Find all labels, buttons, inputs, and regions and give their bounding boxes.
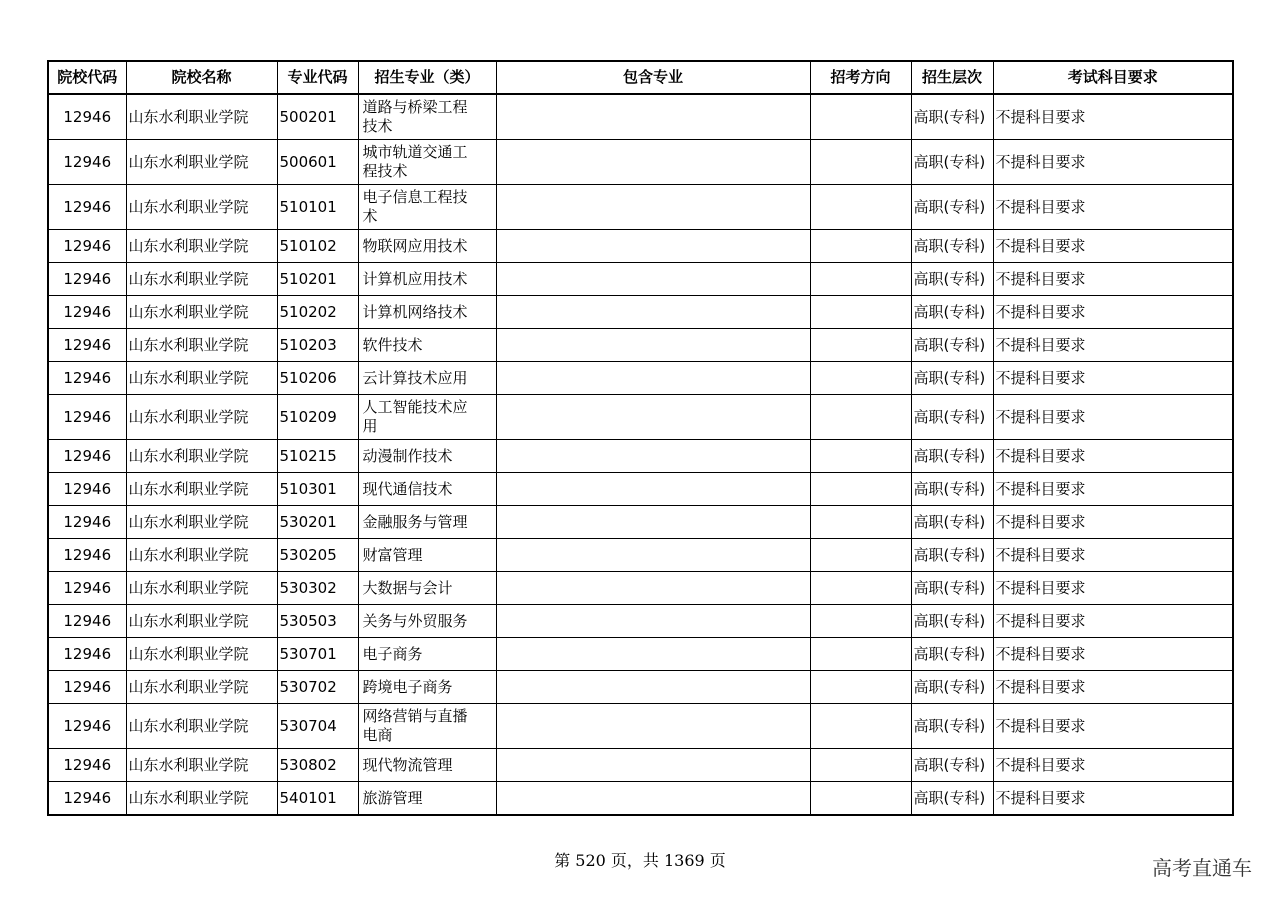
major-cell: 现代通信技术: [358, 473, 496, 506]
subject-req-cell: 不提科目要求: [993, 440, 1233, 473]
includes-cell: [496, 140, 810, 185]
school-code-cell: 12946: [48, 782, 126, 816]
table-row: [48, 506, 1233, 539]
includes-cell: [496, 230, 810, 263]
major-code-cell: 510102: [277, 230, 358, 263]
table-row: [48, 749, 1233, 782]
school-name-cell: 山东水利职业学院: [126, 749, 277, 782]
includes-cell: [496, 329, 810, 362]
school-name-cell: 山东水利职业学院: [126, 185, 277, 230]
level-cell: 高职(专科): [911, 362, 993, 395]
includes-cell: [496, 782, 810, 816]
includes-cell: [496, 704, 810, 749]
level-cell: 高职(专科): [911, 94, 993, 140]
school-name-cell: 山东水利职业学院: [126, 362, 277, 395]
table-row: [48, 185, 1233, 230]
subject-req-cell: 不提科目要求: [993, 704, 1233, 749]
level-cell: 高职(专科): [911, 329, 993, 362]
major-code-cell: 530704: [277, 704, 358, 749]
direction-cell: [810, 440, 911, 473]
table-row: [48, 329, 1233, 362]
direction-cell: [810, 263, 911, 296]
school-name-cell: 山东水利职业学院: [126, 329, 277, 362]
major-code-cell: 510202: [277, 296, 358, 329]
includes-cell: [496, 572, 810, 605]
table-row: [48, 296, 1233, 329]
includes-cell: [496, 296, 810, 329]
header-school-code: 院校代码: [48, 61, 126, 94]
direction-cell: [810, 94, 911, 140]
school-code-cell: 12946: [48, 638, 126, 671]
subject-req-cell: 不提科目要求: [993, 638, 1233, 671]
major-cell: 云计算技术应用: [358, 362, 496, 395]
major-code-cell: 500201: [277, 94, 358, 140]
page-number: 第 520 页，共 1369 页: [554, 851, 726, 870]
school-name-cell: 山东水利职业学院: [126, 440, 277, 473]
direction-cell: [810, 749, 911, 782]
level-cell: 高职(专科): [911, 230, 993, 263]
subject-req-cell: 不提科目要求: [993, 605, 1233, 638]
level-cell: 高职(专科): [911, 704, 993, 749]
major-cell: 电子信息工程技术: [358, 185, 496, 230]
school-code-cell: 12946: [48, 440, 126, 473]
table-row: [48, 671, 1233, 704]
table-row: [48, 94, 1233, 140]
includes-cell: [496, 473, 810, 506]
direction-cell: [810, 329, 911, 362]
level-cell: 高职(专科): [911, 296, 993, 329]
major-cell: 电子商务: [358, 638, 496, 671]
direction-cell: [810, 782, 911, 816]
subject-req-cell: 不提科目要求: [993, 671, 1233, 704]
includes-cell: [496, 539, 810, 572]
table-row: [48, 638, 1233, 671]
major-code-cell: 530302: [277, 572, 358, 605]
school-code-cell: 12946: [48, 329, 126, 362]
major-cell: 大数据与会计: [358, 572, 496, 605]
school-name-cell: 山东水利职业学院: [126, 605, 277, 638]
school-code-cell: 12946: [48, 362, 126, 395]
major-cell: 计算机网络技术: [358, 296, 496, 329]
school-name-cell: 山东水利职业学院: [126, 140, 277, 185]
direction-cell: [810, 362, 911, 395]
major-cell: 关务与外贸服务: [358, 605, 496, 638]
major-cell: 现代物流管理: [358, 749, 496, 782]
direction-cell: [810, 296, 911, 329]
table-row: [48, 395, 1233, 440]
major-code-cell: 530701: [277, 638, 358, 671]
school-code-cell: 12946: [48, 395, 126, 440]
school-code-cell: 12946: [48, 230, 126, 263]
table-row: [48, 362, 1233, 395]
includes-cell: [496, 440, 810, 473]
includes-cell: [496, 395, 810, 440]
major-code-cell: 540101: [277, 782, 358, 816]
major-cell: 跨境电子商务: [358, 671, 496, 704]
level-cell: 高职(专科): [911, 572, 993, 605]
school-name-cell: 山东水利职业学院: [126, 539, 277, 572]
school-code-cell: 12946: [48, 296, 126, 329]
includes-cell: [496, 263, 810, 296]
major-code-cell: 530702: [277, 671, 358, 704]
level-cell: 高职(专科): [911, 473, 993, 506]
includes-cell: [496, 185, 810, 230]
level-cell: 高职(专科): [911, 638, 993, 671]
school-code-cell: 12946: [48, 704, 126, 749]
subject-req-cell: 不提科目要求: [993, 782, 1233, 816]
direction-cell: [810, 671, 911, 704]
level-cell: 高职(专科): [911, 605, 993, 638]
school-code-cell: 12946: [48, 473, 126, 506]
subject-req-cell: 不提科目要求: [993, 296, 1233, 329]
admission-table: [47, 60, 1234, 816]
major-code-cell: 530201: [277, 506, 358, 539]
school-name-cell: 山东水利职业学院: [126, 572, 277, 605]
school-name-cell: 山东水利职业学院: [126, 230, 277, 263]
school-name-cell: 山东水利职业学院: [126, 263, 277, 296]
level-cell: 高职(专科): [911, 671, 993, 704]
direction-cell: [810, 185, 911, 230]
direction-cell: [810, 704, 911, 749]
direction-cell: [810, 395, 911, 440]
level-cell: 高职(专科): [911, 749, 993, 782]
major-cell: 网络营销与直播电商: [358, 704, 496, 749]
school-code-cell: 12946: [48, 506, 126, 539]
watermark: 高考直通车: [1152, 856, 1252, 880]
table-row: [48, 605, 1233, 638]
subject-req-cell: 不提科目要求: [993, 395, 1233, 440]
major-cell: 动漫制作技术: [358, 440, 496, 473]
level-cell: 高职(专科): [911, 140, 993, 185]
level-cell: 高职(专科): [911, 539, 993, 572]
includes-cell: [496, 638, 810, 671]
table-row: [48, 140, 1233, 185]
major-cell: 金融服务与管理: [358, 506, 496, 539]
includes-cell: [496, 749, 810, 782]
major-cell: 旅游管理: [358, 782, 496, 816]
table-row: [48, 539, 1233, 572]
school-code-cell: 12946: [48, 185, 126, 230]
school-name-cell: 山东水利职业学院: [126, 671, 277, 704]
school-code-cell: 12946: [48, 671, 126, 704]
school-code-cell: 12946: [48, 572, 126, 605]
header-row: [48, 61, 1233, 94]
header-level: 招生层次: [911, 61, 993, 94]
school-name-cell: 山东水利职业学院: [126, 782, 277, 816]
level-cell: 高职(专科): [911, 440, 993, 473]
major-code-cell: 510203: [277, 329, 358, 362]
major-code-cell: 510209: [277, 395, 358, 440]
major-cell: 物联网应用技术: [358, 230, 496, 263]
school-code-cell: 12946: [48, 749, 126, 782]
direction-cell: [810, 140, 911, 185]
subject-req-cell: 不提科目要求: [993, 185, 1233, 230]
subject-req-cell: 不提科目要求: [993, 140, 1233, 185]
table-row: [48, 782, 1233, 816]
major-code-cell: 530205: [277, 539, 358, 572]
includes-cell: [496, 605, 810, 638]
school-code-cell: 12946: [48, 605, 126, 638]
level-cell: 高职(专科): [911, 395, 993, 440]
major-code-cell: 530503: [277, 605, 358, 638]
table-row: [48, 572, 1233, 605]
school-name-cell: 山东水利职业学院: [126, 395, 277, 440]
school-code-cell: 12946: [48, 263, 126, 296]
school-name-cell: 山东水利职业学院: [126, 704, 277, 749]
direction-cell: [810, 638, 911, 671]
subject-req-cell: 不提科目要求: [993, 506, 1233, 539]
school-name-cell: 山东水利职业学院: [126, 506, 277, 539]
table-row: [48, 704, 1233, 749]
table-row: [48, 473, 1233, 506]
major-code-cell: 510206: [277, 362, 358, 395]
school-name-cell: 山东水利职业学院: [126, 638, 277, 671]
subject-req-cell: 不提科目要求: [993, 572, 1233, 605]
major-cell: 道路与桥梁工程技术: [358, 94, 496, 140]
header-subject-req: 考试科目要求: [993, 61, 1233, 94]
major-code-cell: 500601: [277, 140, 358, 185]
major-cell: 城市轨道交通工程技术: [358, 140, 496, 185]
school-name-cell: 山东水利职业学院: [126, 94, 277, 140]
major-cell: 人工智能技术应用: [358, 395, 496, 440]
subject-req-cell: 不提科目要求: [993, 473, 1233, 506]
major-code-cell: 530802: [277, 749, 358, 782]
subject-req-cell: 不提科目要求: [993, 230, 1233, 263]
subject-req-cell: 不提科目要求: [993, 539, 1233, 572]
header-includes: 包含专业: [496, 61, 810, 94]
direction-cell: [810, 539, 911, 572]
level-cell: 高职(专科): [911, 782, 993, 816]
header-school-name: 院校名称: [126, 61, 277, 94]
header-major-code: 专业代码: [277, 61, 358, 94]
school-code-cell: 12946: [48, 94, 126, 140]
major-code-cell: 510301: [277, 473, 358, 506]
subject-req-cell: 不提科目要求: [993, 749, 1233, 782]
table-row: [48, 440, 1233, 473]
direction-cell: [810, 506, 911, 539]
subject-req-cell: 不提科目要求: [993, 329, 1233, 362]
subject-req-cell: 不提科目要求: [993, 362, 1233, 395]
level-cell: 高职(专科): [911, 185, 993, 230]
header-major: 招生专业（类）: [358, 61, 496, 94]
level-cell: 高职(专科): [911, 263, 993, 296]
direction-cell: [810, 473, 911, 506]
major-code-cell: 510215: [277, 440, 358, 473]
table-row: [48, 263, 1233, 296]
major-code-cell: 510201: [277, 263, 358, 296]
school-code-cell: 12946: [48, 140, 126, 185]
major-code-cell: 510101: [277, 185, 358, 230]
level-cell: 高职(专科): [911, 506, 993, 539]
major-cell: 软件技术: [358, 329, 496, 362]
includes-cell: [496, 671, 810, 704]
subject-req-cell: 不提科目要求: [993, 94, 1233, 140]
subject-req-cell: 不提科目要求: [993, 263, 1233, 296]
direction-cell: [810, 572, 911, 605]
includes-cell: [496, 362, 810, 395]
includes-cell: [496, 506, 810, 539]
major-cell: 计算机应用技术: [358, 263, 496, 296]
header-direction: 招考方向: [810, 61, 911, 94]
direction-cell: [810, 605, 911, 638]
table-row: [48, 230, 1233, 263]
school-name-cell: 山东水利职业学院: [126, 473, 277, 506]
includes-cell: [496, 94, 810, 140]
school-code-cell: 12946: [48, 539, 126, 572]
major-cell: 财富管理: [358, 539, 496, 572]
direction-cell: [810, 230, 911, 263]
school-name-cell: 山东水利职业学院: [126, 296, 277, 329]
